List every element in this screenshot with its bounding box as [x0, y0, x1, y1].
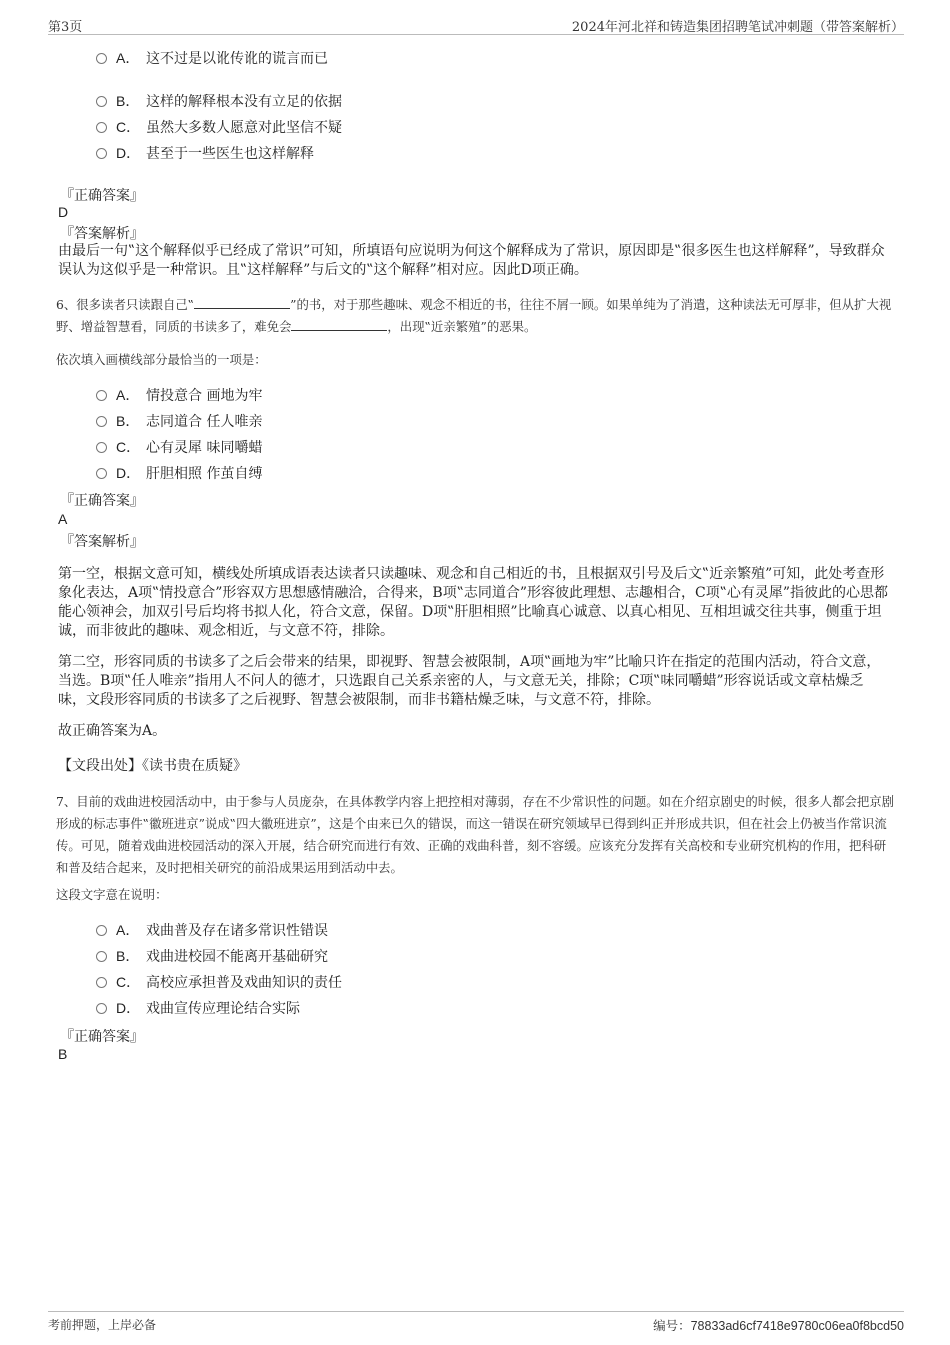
q5-answer-label: 『正确答案』 [60, 188, 144, 204]
q5-option-a[interactable]: A． 这不过是以讹传讹的谎言而已 [96, 48, 328, 68]
radio-icon[interactable] [96, 416, 107, 427]
page-number: 第3页 [48, 20, 83, 35]
q6-option-a[interactable]: A． 情投意合 画地为牢 [96, 385, 262, 405]
radio-icon[interactable] [96, 925, 107, 936]
q7-answer: B [58, 1046, 68, 1062]
fill-blank-1 [194, 296, 290, 309]
q5-option-d[interactable]: D． 甚至于一些医生也这样解释 [96, 143, 314, 163]
q6-answer-label: 『正确答案』 [60, 493, 144, 509]
q6-analysis-p3: 故正确答案为A。 [58, 723, 167, 739]
q7-option-d[interactable]: D． 戏曲宣传应理论结合实际 [96, 998, 300, 1018]
q5-analysis: 由最后一句‟这个解释似乎已经成了常识”可知，所填语句应说明为何这个解释成为了常识，原因即是‟很多医生也这样解释”，导致群众误认为这似乎是一种常识。且‟这样解释”与后文的‟这个解释”相对应。因此D项正确。 [58, 243, 885, 278]
q7-answer-label: 『正确答案』 [60, 1029, 144, 1045]
page-header [48, 14, 904, 35]
q6-answer: A [58, 511, 68, 527]
q7-prompt: 这段文字意在说明： [56, 887, 168, 902]
radio-icon[interactable] [96, 96, 107, 107]
q6-prompt: 依次填入画横线部分最恰当的一项是： [56, 352, 267, 367]
radio-icon[interactable] [96, 53, 107, 64]
q5-answer: D [58, 204, 69, 220]
q7-option-a[interactable]: A． 戏曲普及存在诸多常识性错误 [96, 920, 328, 940]
q6-analysis-p2: 第二空，形容同质的书读多了之后会带来的结果，即视野、智慧会被限制，A项‟画地为牢”比喻只许在指定的范围内活动，符合文意，当选。B项‟任人唯亲”指用人不问人的德才，只选跟自己关系亲密的人，与文意无关，排除；C项‟味同嚼蜡”形容说话或文章枯燥乏味，文段形容同质的书读多了之后视野、智慧会被限制，而非书籍枯燥乏味，与文意不符，排除。 [58, 654, 881, 708]
radio-icon[interactable] [96, 122, 107, 133]
q6-analysis-p1: 第一空，根据文意可知，横线处所填成语表达读者只读趣味、观念和自己相近的书，且根据双引号及后文‟近亲繁殖”可知，此处考查形象化表达，A项‟情投意合”形容双方思想感情融洽，合得来，B项‟志同道合”形容彼此理想、志趣相合，C项‟心有灵犀”指彼此的心思都能心领神会，加双引号后均将书拟人化，符合文意，保留。D项‟肝胆相照”比喻真心诚意、以真心相见、互相坦诚交往共事，侧重于坦诚，而非彼此的趣味、观念相近，与文意不符，排除。 [58, 566, 889, 639]
fill-blank-2 [291, 318, 387, 331]
radio-icon[interactable] [96, 148, 107, 159]
q6-source: 【文段出处】《读书贵在质疑》 [58, 758, 247, 774]
radio-icon[interactable] [96, 442, 107, 453]
document-code: 编号：78833ad6cf7418e9780c06ea0f8bcd50 [653, 1319, 904, 1333]
q6-option-c[interactable]: C． 心有灵犀 味同嚼蜡 [96, 437, 262, 457]
page-footer [48, 1311, 904, 1336]
footer-slogan: 考前押题，上岸必备 [48, 1318, 157, 1332]
radio-icon[interactable] [96, 390, 107, 401]
radio-icon[interactable] [96, 468, 107, 479]
radio-icon[interactable] [96, 977, 107, 988]
document-title: 2024年河北祥和铸造集团招聘笔试冲刺题（带答案解析） [571, 20, 904, 35]
q7-option-c[interactable]: C． 高校应承担普及戏曲知识的责任 [96, 972, 342, 992]
q6-option-b[interactable]: B． 志同道合 任人唯亲 [96, 411, 262, 431]
q5-option-c[interactable]: C． 虽然大多数人愿意对此坚信不疑 [96, 117, 342, 137]
radio-icon[interactable] [96, 951, 107, 962]
q6-option-d[interactable]: D． 肝胆相照 作茧自缚 [96, 463, 262, 483]
q7-option-b[interactable]: B． 戏曲进校园不能离开基础研究 [96, 946, 328, 966]
q5-analysis-label: 『答案解析』 [60, 226, 144, 242]
q6-stem: 6、很多读者只读跟自己‟ ”的书，对于那些趣味、观念不相近的书，往往不屑一顾。如果单纯为了消遣，这种读法无可厚非，但从扩大视野、增益智慧看，同质的书读多了，难免会 ，出现‟近亲繁殖”的恶果。 [56, 297, 892, 334]
q7-stem: 7、目前的戏曲进校园活动中，由于参与人员庞杂，在具体教学内容上把控相对薄弱，存在不少常识性的问题。如在介绍京剧史的时候，很多人都会把京剧形成的标志事件‟徽班进京”说成‟四大徽班进京”，这是个由来已久的错误，而这一错误在研究领域早已得到纠正并形成共识，但在社会上仍被当作常识流传。可见，随着戏曲进校园活动的深入开展，结合研究而进行有效、正确的戏曲科普，刻不容缓。应该充分发挥有关高校和专业研究机构的作用，把科研和普及结合起来，及时把相关研究的前沿成果运用到活动中去。 [56, 794, 895, 875]
radio-icon[interactable] [96, 1003, 107, 1014]
q6-analysis-label: 『答案解析』 [60, 534, 144, 550]
q5-option-b[interactable]: B． 这样的解释根本没有立足的依据 [96, 91, 342, 111]
